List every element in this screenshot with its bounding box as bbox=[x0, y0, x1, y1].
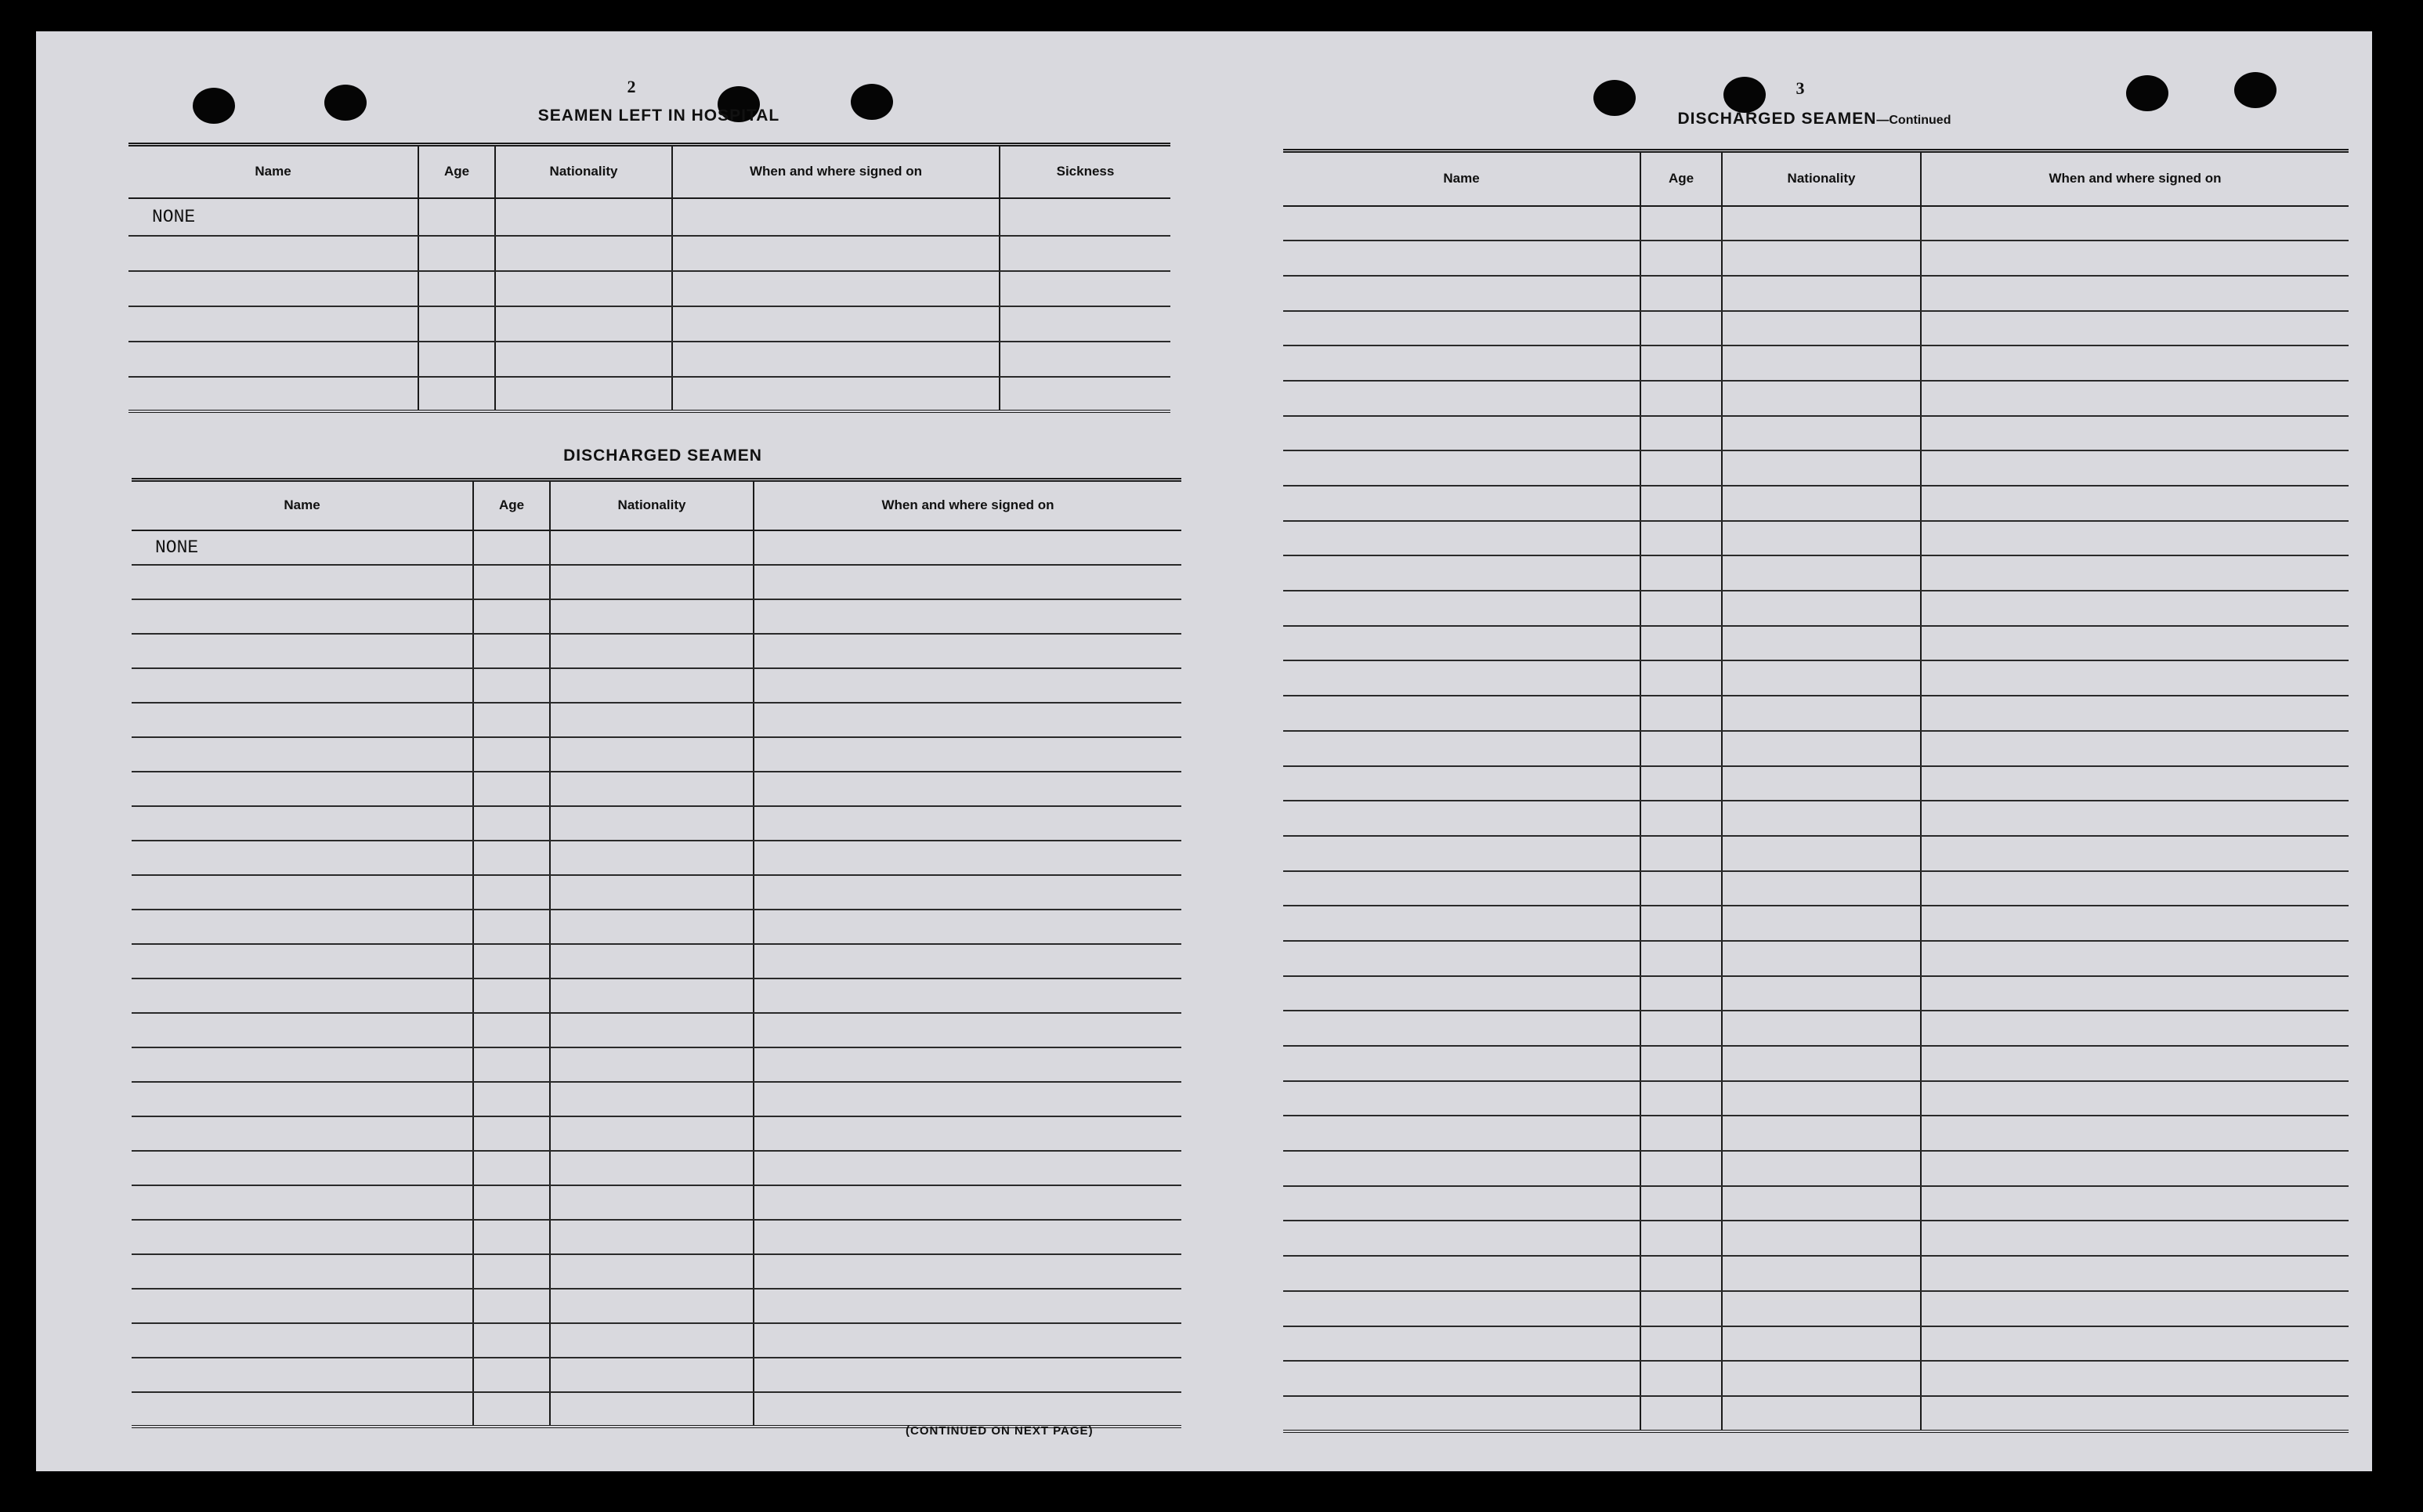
table-row bbox=[1283, 241, 2349, 276]
table-row bbox=[1283, 766, 2349, 801]
table-row bbox=[1283, 1116, 2349, 1151]
table-row bbox=[132, 1047, 1181, 1082]
table-row bbox=[1283, 1326, 2349, 1362]
column-header-name: Name bbox=[128, 145, 418, 198]
punch-hole-icon bbox=[324, 85, 367, 121]
table-row bbox=[1283, 660, 2349, 696]
column-header-nationality: Nationality bbox=[1722, 151, 1921, 206]
continued-footer: (CONTINUED ON NEXT PAGE) bbox=[906, 1424, 1094, 1438]
table-row bbox=[132, 530, 1181, 565]
table-row bbox=[132, 1392, 1181, 1427]
table-row bbox=[1283, 206, 2349, 241]
table-row bbox=[1283, 906, 2349, 941]
column-header-signed-on: When and where signed on bbox=[754, 480, 1181, 530]
discharged-entry-name: NONE bbox=[132, 530, 473, 565]
table-row bbox=[132, 737, 1181, 772]
table-row bbox=[1283, 836, 2349, 871]
table-row bbox=[132, 806, 1181, 841]
hospital-entry-name: NONE bbox=[128, 198, 418, 236]
column-header-nationality: Nationality bbox=[495, 145, 672, 198]
table-row bbox=[1283, 801, 2349, 836]
table-row bbox=[1283, 345, 2349, 381]
table-row bbox=[132, 1013, 1181, 1047]
table-row bbox=[128, 271, 1170, 306]
table-row bbox=[132, 1185, 1181, 1220]
discharged-table-left bbox=[132, 478, 1181, 1428]
column-header-name: Name bbox=[132, 480, 473, 530]
table-row bbox=[128, 198, 1170, 236]
table-row bbox=[132, 1151, 1181, 1185]
column-header-name: Name bbox=[1283, 151, 1640, 206]
table-row bbox=[132, 910, 1181, 944]
punch-hole-icon bbox=[1723, 77, 1766, 113]
hospital-table bbox=[128, 143, 1170, 413]
table-row bbox=[1283, 696, 2349, 731]
title-continued: —Continued bbox=[1876, 114, 1951, 127]
punch-hole-icon bbox=[2234, 72, 2277, 108]
column-header-signed-on: When and where signed on bbox=[1921, 151, 2349, 206]
table-row bbox=[1283, 1291, 2349, 1326]
column-header-nationality: Nationality bbox=[550, 480, 754, 530]
table-row bbox=[132, 1254, 1181, 1289]
discharged-section-title: DISCHARGED SEAMEN bbox=[563, 447, 762, 465]
table-row bbox=[1283, 450, 2349, 486]
table-row bbox=[1283, 1186, 2349, 1221]
table-row bbox=[1283, 941, 2349, 976]
table-row bbox=[128, 342, 1170, 377]
table-row bbox=[1283, 731, 2349, 766]
table-row bbox=[132, 1220, 1181, 1254]
table-row bbox=[132, 703, 1181, 737]
table-row bbox=[132, 772, 1181, 806]
table-row bbox=[132, 1358, 1181, 1392]
discharged-header-row bbox=[132, 480, 1181, 530]
table-row bbox=[1283, 591, 2349, 626]
title-main: DISCHARGED SEAMEN bbox=[1677, 110, 1877, 128]
table-row bbox=[1283, 976, 2349, 1011]
table-row bbox=[132, 565, 1181, 599]
table-row bbox=[132, 875, 1181, 910]
table-row bbox=[1283, 1046, 2349, 1081]
page-number-left: 2 bbox=[627, 77, 636, 96]
punch-hole-icon bbox=[193, 88, 235, 124]
table-row bbox=[1283, 555, 2349, 591]
table-row bbox=[1283, 311, 2349, 346]
table-row bbox=[1283, 276, 2349, 311]
discharged-continued-header-row bbox=[1283, 151, 2349, 206]
table-row bbox=[1283, 1151, 2349, 1186]
table-row bbox=[132, 668, 1181, 703]
column-header-sickness: Sickness bbox=[1000, 145, 1170, 198]
table-row bbox=[132, 841, 1181, 875]
table-row bbox=[132, 978, 1181, 1013]
table-row bbox=[1283, 626, 2349, 661]
table-row bbox=[1283, 1396, 2349, 1431]
hospital-section-title: SEAMEN LEFT IN HOSPITAL bbox=[537, 107, 780, 125]
table-row bbox=[132, 1082, 1181, 1116]
hospital-header-row bbox=[128, 145, 1170, 198]
table-row bbox=[128, 236, 1170, 271]
table-row bbox=[128, 377, 1170, 411]
document-sheet bbox=[36, 31, 2372, 1471]
table-row bbox=[1283, 381, 2349, 416]
table-row bbox=[1283, 486, 2349, 521]
table-row bbox=[132, 1323, 1181, 1358]
column-header-age: Age bbox=[418, 145, 495, 198]
page-number-right: 3 bbox=[1796, 78, 1805, 98]
table-row bbox=[132, 634, 1181, 668]
table-row bbox=[1283, 521, 2349, 556]
table-row bbox=[1283, 1221, 2349, 1256]
table-row bbox=[1283, 1256, 2349, 1291]
table-row bbox=[1283, 1361, 2349, 1396]
table-row bbox=[132, 1289, 1181, 1323]
table-row bbox=[1283, 1081, 2349, 1116]
column-header-age: Age bbox=[1640, 151, 1722, 206]
table-row bbox=[128, 306, 1170, 342]
table-row bbox=[132, 599, 1181, 634]
punch-hole-icon bbox=[2126, 75, 2168, 111]
discharged-table-right bbox=[1283, 149, 2349, 1433]
column-header-signed-on: When and where signed on bbox=[672, 145, 1000, 198]
table-row bbox=[1283, 1011, 2349, 1046]
discharged-continued-title bbox=[1595, 110, 2034, 128]
table-row bbox=[132, 1116, 1181, 1151]
table-row bbox=[1283, 416, 2349, 451]
table-row bbox=[132, 944, 1181, 978]
column-header-age: Age bbox=[473, 480, 550, 530]
table-row bbox=[1283, 871, 2349, 906]
